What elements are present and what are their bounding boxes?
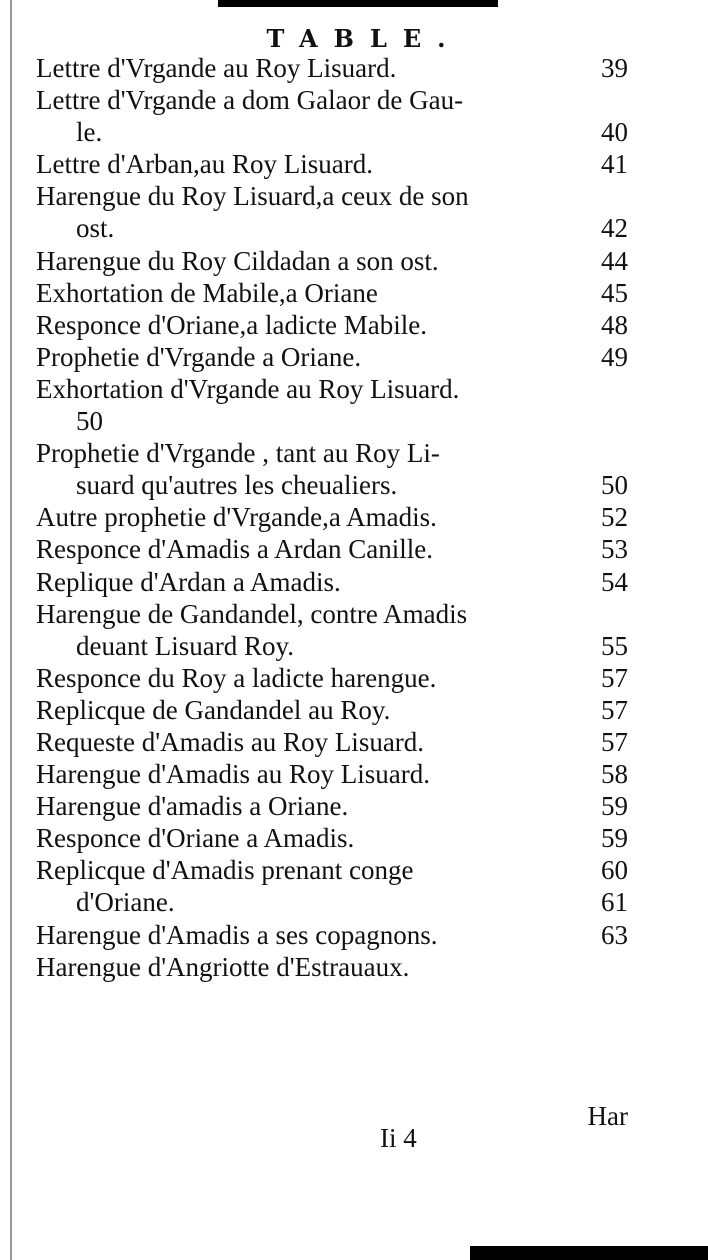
entry-title: Lettre d'Vrgande a dom Galaor de Gau-	[36, 85, 464, 116]
toc-entry	[36, 437, 628, 469]
toc-entry	[36, 533, 628, 565]
toc-entry	[36, 52, 628, 84]
entry-title: Harengue d'Amadis a ses copagnons.	[36, 919, 438, 950]
toc-entry	[36, 309, 628, 341]
entry-title: 50	[76, 406, 103, 437]
toc-entry	[36, 790, 628, 822]
entry-title: suard qu'autres les cheualiers.	[76, 470, 398, 501]
entry-title: Autre prophetie d'Vrgande,a Amadis.	[36, 502, 437, 533]
toc-entry	[36, 212, 628, 244]
entry-page: 59	[601, 791, 628, 822]
toc-entry	[36, 886, 628, 918]
entry-title: Harengue de Gandandel, contre Amadis	[36, 598, 468, 629]
toc-entry	[36, 277, 628, 309]
toc-entry	[36, 726, 628, 758]
entry-page: 50	[601, 470, 628, 501]
entry-title: Responce d'Amadis a Ardan Canille.	[36, 534, 434, 565]
entry-page: 48	[601, 309, 628, 340]
entry-title: Harengue d'Angriotte d'Estrauaux.	[36, 951, 410, 982]
entry-page: 63	[601, 919, 628, 950]
toc-entry	[36, 951, 628, 983]
entry-page: 57	[601, 694, 628, 725]
toc-entry	[36, 854, 628, 886]
running-head: TABLE.	[266, 24, 462, 53]
entry-page: 53	[601, 534, 628, 565]
entry-page: 54	[601, 566, 628, 597]
toc-entry	[36, 598, 628, 630]
toc-entry	[36, 822, 628, 854]
toc-entry	[36, 566, 628, 598]
entry-page: 39	[601, 53, 628, 83]
entry-page: 42	[601, 213, 628, 244]
entry-title: Replicque de Gandandel au Roy.	[36, 694, 391, 725]
entry-page: 41	[601, 149, 628, 180]
entry-page: 57	[601, 726, 628, 757]
entry-title: deuant Lisuard Roy.	[76, 630, 294, 661]
toc-entry	[36, 919, 628, 951]
entry-title: Lettre d'Vrgande au Roy Lisuard.	[36, 53, 397, 83]
entry-page: 45	[601, 277, 628, 308]
toc-entry	[36, 245, 628, 277]
entry-title: Responce d'Oriane a Amadis.	[36, 823, 355, 854]
entry-title: Harengue d'amadis a Oriane.	[36, 791, 349, 822]
entry-page: 57	[601, 662, 628, 693]
entry-page: 60	[601, 855, 628, 886]
entry-title: Responce du Roy a ladicte harengue.	[36, 662, 437, 693]
entry-title: Replique d'Ardan a Amadis.	[36, 566, 341, 597]
toc-entry	[36, 148, 628, 180]
toc-entry	[36, 694, 628, 726]
toc-entry	[36, 630, 628, 662]
entry-title: d'Oriane.	[76, 887, 175, 918]
entry-title: Exhortation de Mabile,a Oriane	[36, 277, 378, 308]
toc-entry	[36, 662, 628, 694]
entry-page: 58	[601, 759, 628, 790]
page-bottom-shadow	[470, 1246, 708, 1260]
entry-title: ost.	[76, 213, 115, 244]
entry-page: 49	[601, 341, 628, 372]
entry-title: Harengue du Roy Cildadan a son ost.	[36, 245, 439, 276]
entry-page: 52	[601, 502, 628, 533]
toc-entry	[36, 84, 628, 116]
catch-word: Har	[587, 1101, 628, 1131]
entry-title: Replicque d'Amadis prenant conge	[36, 855, 414, 886]
signature-mark: Ii 4	[380, 1123, 417, 1153]
entry-title: Lettre d'Arban,au Roy Lisuard.	[36, 149, 374, 180]
entry-page: 59	[601, 823, 628, 854]
table-of-contents	[36, 52, 628, 983]
entry-page: 44	[601, 245, 628, 276]
entry-title: Prophetie d'Vrgande , tant au Roy Li-	[36, 438, 440, 469]
entry-title: Harengue d'Amadis au Roy Lisuard.	[36, 759, 431, 790]
entry-title: le.	[76, 117, 103, 148]
toc-entry	[36, 373, 628, 405]
entry-page: 61	[601, 887, 628, 918]
toc-entry	[36, 501, 628, 533]
entry-title: Requeste d'Amadis au Roy Lisuard.	[36, 726, 425, 757]
toc-entry	[36, 341, 628, 373]
toc-entry	[36, 116, 628, 148]
entry-title: Prophetie d'Vrgande a Oriane.	[36, 341, 362, 372]
entry-page: 40	[601, 117, 628, 148]
toc-entry	[36, 469, 628, 501]
page-top-shadow	[218, 0, 498, 7]
toc-entry	[36, 405, 628, 437]
entry-page: 55	[601, 630, 628, 661]
page-left-edge	[10, 0, 12, 1260]
entry-title: Harengue du Roy Lisuard,a ceux de son	[36, 181, 469, 212]
entry-title: Responce d'Oriane,a ladicte Mabile.	[36, 309, 427, 340]
toc-entry	[36, 758, 628, 790]
entry-title: Exhortation d'Vrgande au Roy Lisuard.	[36, 373, 460, 404]
toc-entry	[36, 180, 628, 212]
